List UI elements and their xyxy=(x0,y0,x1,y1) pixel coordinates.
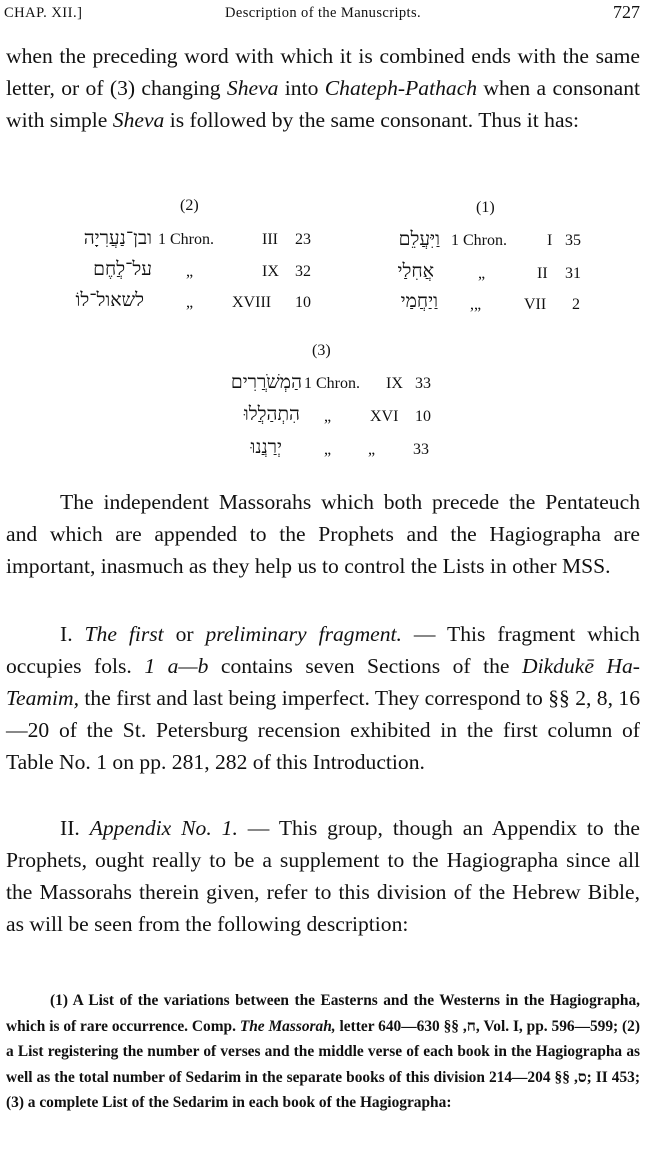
intro-text: into xyxy=(278,76,325,100)
example-row xyxy=(40,259,152,289)
running-header xyxy=(4,2,642,28)
example-row xyxy=(360,229,440,259)
book-ref: „ xyxy=(324,408,332,425)
chapter-ref: III xyxy=(262,231,278,248)
book-ref: 1 Chron. xyxy=(451,232,507,249)
verse-ref: 33 xyxy=(415,375,431,392)
verse-ref: 32 xyxy=(295,263,311,280)
intro-term: Sheva xyxy=(112,108,165,132)
section-title: Appendix No. 1. xyxy=(89,816,238,840)
verse-ref: 10 xyxy=(295,294,311,311)
chapter-ref: I xyxy=(547,232,553,249)
work-title: Dikdukē Ha-Teamim, xyxy=(6,654,640,710)
section-title: The first xyxy=(84,622,164,646)
example-row xyxy=(40,228,152,258)
chapter-ref: „ xyxy=(368,441,376,458)
example-row xyxy=(220,437,282,467)
book-ref: 1 Chron. xyxy=(158,231,214,248)
book-ref: „ xyxy=(186,263,194,280)
section-numeral: I. xyxy=(60,622,85,646)
work-title: The Massorah, xyxy=(239,1017,336,1035)
intro-text: when the preceding word with which it is combined ends with the same letter, or of (3) changing xyxy=(6,44,640,100)
hebrew-word: וַיִּעֲלֵם xyxy=(398,229,440,250)
verse-ref: 23 xyxy=(295,231,311,248)
verse-ref: 35 xyxy=(565,232,581,249)
section-text: — This group, though an Appendix to the Prophets, ought really to be a supplement to the Hagiographa since all the Massorahs therein given, refer to this division of the Hebrew Bible, as will be seen from the following description: xyxy=(6,816,640,936)
section-text: the first and last being imperfect. They correspond to §§ 2, 8, 16—20 of the St. Petersburg recension exhibited in the first column of Table No. 1 on pp. 281, 282 of this Introduction. xyxy=(6,686,640,774)
intro-term: Chateph-Pathach xyxy=(324,76,478,100)
folio-ref: 1 a—b xyxy=(144,654,209,678)
intro-term: Sheva xyxy=(226,76,279,100)
section-text: — This fragment which occupies fols. xyxy=(6,622,640,678)
verse-ref: 2 xyxy=(572,296,580,313)
section-text: or xyxy=(163,622,206,646)
hebrew-word: לשאול־לוֹ xyxy=(75,290,144,311)
chapter-ref: VII xyxy=(524,296,547,313)
verse-ref: 10 xyxy=(415,408,431,425)
book-ref: 1 Chron. xyxy=(304,375,360,392)
footnote-text: letter ח, §§ 630—640, Vol. I, pp. 596—599; (2) a List registering the number of verses and the middle verse of each book in the Hagiographa as well as the total number of Sedarim in the separate books of this division ס, §§ 204—214; II 453; (3) a complete List of the Sedarim in each book of the Hagiographa: xyxy=(6,1017,641,1111)
hebrew-word: הַמְשֹׁרֲרִים xyxy=(230,372,302,393)
book-ref: „ xyxy=(324,441,332,458)
intro-text: is followed by the same consonant. Thus it has: xyxy=(164,108,579,132)
chapter-label: CHAP. XII.] xyxy=(4,5,83,21)
chapter-ref: XVIII xyxy=(232,294,272,311)
book-ref: ,„ xyxy=(470,296,482,313)
appendix-paragraph xyxy=(6,812,640,940)
hebrew-word: הִתְהַלֲלוּ xyxy=(243,404,300,425)
massorahs-paragraph: The independent Massorahs which both precede the Pentateuch and which are appended to the Prophets and the Hagiographa are important, inasmuch as they help us to control the Lists in other MSS. xyxy=(6,490,640,578)
footnote-paragraph xyxy=(6,988,640,1116)
section-numeral: II. xyxy=(60,816,90,840)
section-title: preliminary fragment. xyxy=(205,622,402,646)
example-row xyxy=(360,291,438,321)
chapter-ref: II xyxy=(537,265,548,282)
section-text: contains seven Sections of the xyxy=(208,654,522,678)
group-2-label: (2) xyxy=(180,197,199,214)
chapter-ref: IX xyxy=(386,375,403,392)
example-row xyxy=(360,261,434,291)
example-row xyxy=(200,404,300,434)
hebrew-word: על־לֲחֶם xyxy=(93,259,152,280)
example-row xyxy=(180,372,302,402)
intro-text: when a consonant with simple xyxy=(6,76,641,132)
example-row xyxy=(40,290,144,320)
footnote-text: (1) A List of the variations between the Easterns and the Westerns in the Hagiographa, which is of rare occurrence. Comp. xyxy=(6,992,640,1035)
book-ref: „ xyxy=(478,265,486,282)
running-title: Description of the Manuscripts. xyxy=(224,5,422,21)
hebrew-word: ובן־נַעֲרִיָה xyxy=(83,228,152,249)
hebrew-word: אֲחִלַי xyxy=(397,261,434,282)
page-number: 727 xyxy=(613,2,640,22)
group-1-label: (1) xyxy=(476,199,495,216)
hebrew-word: יְרַנֲנוּ xyxy=(250,437,282,458)
chapter-ref: IX xyxy=(262,263,279,280)
hebrew-word: וַיַחֲמַי xyxy=(400,291,438,312)
verse-ref: 33 xyxy=(413,441,429,458)
verse-ref: 31 xyxy=(565,265,581,282)
intro-paragraph xyxy=(6,40,640,136)
chapter-ref: XVI xyxy=(370,408,399,425)
first-fragment-paragraph xyxy=(6,618,640,778)
book-ref: „ xyxy=(186,294,194,311)
group-3-label: (3) xyxy=(312,342,331,359)
